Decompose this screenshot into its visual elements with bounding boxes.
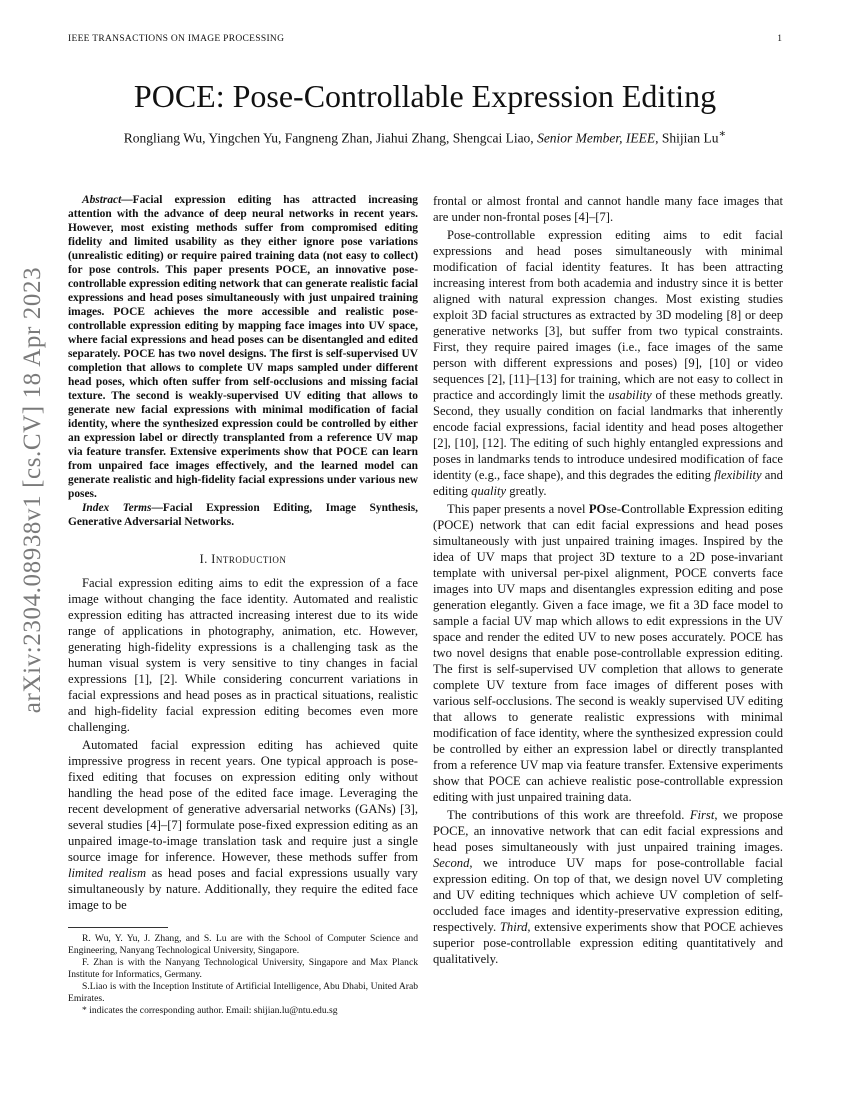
index-terms-text: —Facial Expression Editing, Image Synthesis, Generative Adversarial Networks. (68, 502, 418, 528)
rp3-b: , we propose POCE, an innovative network that can edit facial expressions and head poses simultaneously with just unpaired training images. (433, 808, 783, 854)
rp1-text-b: of these methods greatly. Second, they usually condition on facial landmarks that inherently encode facial expressions, facial identity and head poses altogether [2], [10], [12]. The editing of such highly entangled expressions and poses in landmarks tends to introduce undesired modification of face identity (e.g., face shape), and this degrades the editing (433, 388, 783, 482)
rp2-t2: ontrollable (630, 502, 689, 516)
rp1-text-c: and editing (433, 468, 783, 498)
author-last: , Shijian Lu (655, 130, 719, 146)
intro-paragraph-1: Facial expression editing aims to edit the expression of a face image without changing the face identity. Automated and realistic expression editing has attracted increasing interest due to its wide range of applications in photography, animation, etc. However, generating high-fidelity expressions is a challenging task as the human visual system is very sensitive to tiny changes in facial expressions [1], [2]. While considering concurrent variations in facial expressions and head poses as in practical situations, realistic and high-fidelity facial expression editing becomes even more challenging. (68, 576, 418, 734)
author-list (55, 127, 795, 147)
footnote-corresponding: * indicates the corresponding author. Email: shijian.lu@ntu.edu.sg (82, 1005, 338, 1016)
page-number: 1 (777, 34, 782, 44)
rp2-bold-e: E (688, 502, 697, 516)
arxiv-stamp (8, 266, 58, 714)
rp3-c: , we introduce UV maps for pose-controllable facial expression editing. On top of that, we design novel UV completing and UV editing techniques which achieve UV completion of self-occluded face images and identity-preservative expression editing, respectively. (433, 856, 783, 934)
rp2-bold-c: C (621, 502, 631, 516)
footnote-affiliation-3: S.Liao is with the Inception Institute of Artificial Intelligence, Abu Dhabi, United Arab Emirates. (68, 981, 418, 1004)
footnote-rule (68, 927, 168, 928)
arxiv-stamp-text: arXiv:2304.08938v1 [cs.CV] 18 Apr 2023 (19, 266, 46, 714)
right-paragraph-pose-controllable (433, 227, 783, 499)
abstract-text: —Facial expression editing has attracted increasing attention with the advance of deep neural networks in recent years. However, most existing methods suffer from compromised editing fidelity and limited usability as they either ignore pose variations (unrealistic editing) or require paired training data (not easy to collect) for pose controls. This paper presents POCE, an innovative pose-controllable expression editing network that can generate realistic facial expressions and head poses simultaneously with just unpaired training images. POCE achieves the more accessible and realistic pose-controllable expression editing by mapping face images into UV space, where facial expressions and head poses can be disentangled and edited separately. POCE has two novel designs. The first is self-supervised UV completion that allows to complete UV maps sampled under different head poses, which often suffer from self-occlusions and missing facial texture. The second is weakly-supervised UV editing that allows to generate new facial expressions with minimal modification of facial identity, where the synthesized expression could be controlled by either an expression label or directly transplanted from a reference UV map via feature transfer. Extensive experiments show that POCE can learn from unpaired face images effectively, and the learned model can generate realistic and high-fidelity facial expressions under various new poses. (68, 194, 418, 500)
rp3-d: , extensive experiments show that POCE achieves superior pose-controllable expression editing quantitatively and qualitatively. (433, 920, 783, 966)
corresponding-mark: ∗ (718, 128, 727, 140)
index-terms-label: Index Terms (82, 502, 152, 514)
rp3-third: Third (499, 920, 528, 934)
rp2-t3: xpression editing (POCE) network that can edit facial expressions and head poses simultaneously with just unpaired training images. Inspired by the idea of UV maps that project 3D texture to a 2D pose-invariant template with universal per-pixel alignment, POCE converts face images into UV maps and disentangles expression editing and pose generation elegantly. Given a face image, we fit a 3D face model to sample a facial UV map which allows to edit expressions in the UV space and render the edited UV to new poses accurately. POCE has two novel designs that enable pose-controllable expression editing. The first is self-supervised UV completion that allows to generate complete UV texture from face images of different poses with various self-occlusions. The second is weakly supervised UV editing that allows to generate realistic expressions with minimal modification of face identity, where the synthesized expression could be controlled by either an expression label or directly transplanted from a reference UV map via feature transfer. Extensive experiments show that POCE can achieve realistic pose-controllable expression editing with just unpaired training data. (433, 502, 783, 804)
rp3-first: First (689, 808, 715, 822)
right-paragraph-poce (433, 501, 783, 805)
running-head: IEEE TRANSACTIONS ON IMAGE PROCESSING (68, 34, 285, 44)
rp1-emphasis-quality: quality (471, 484, 507, 498)
author-senior-title: Senior Member, IEEE (537, 130, 656, 146)
index-terms (68, 501, 418, 529)
footnote-affiliation-2: F. Zhan is with the Nanyang Technological University, Singapore and Max Planck Institute for Informatics, Germany. (68, 957, 418, 980)
intro-p2-emphasis: limited realism (68, 866, 147, 880)
right-column (433, 193, 783, 967)
section-heading-introduction: I. Introduction (199, 552, 287, 566)
rp2-pre: This paper presents a novel (447, 502, 589, 516)
footnote-affiliation-1: R. Wu, Y. Yu, J. Zhang, and S. Lu are with the School of Computer Science and Engineering, Nanyang Technological University, Singapore. (68, 933, 418, 956)
rp1-emphasis-usability: usability (608, 388, 652, 402)
right-paragraph-continued: frontal or almost frontal and cannot handle many face images that are under non-frontal poses [4]–[7]. (433, 194, 783, 224)
right-paragraph-contributions (433, 807, 783, 967)
intro-p2-text-b: as head poses and facial expressions usually vary simultaneously by nature. Additionally, they require the edited face image to be (68, 866, 418, 912)
paper-title: POCE: Pose-Controllable Expression Editing (133, 78, 717, 114)
abstract-label: Abstract (82, 194, 122, 206)
author-names: Rongliang Wu, Yingchen Yu, Fangneng Zhan, Jiahui Zhang, Shengcai Liao, (123, 130, 538, 146)
abstract (68, 193, 418, 501)
rp1-text-a: Pose-controllable expression editing aims to edit facial expressions and head poses simultaneously with minimal modification of facial identity features. It has been attracting increasing interest from both academia and industry since it is better aligned with natural expression changes. Most existing studies exploit 3D facial structures as extracted by 3D modeling [8] or deep generative networks [3], but suffer from two typical constraints. First, they require paired images (i.e., face images of the same person with different expressions and poses) [9], [10] or video sequences [2], [11]–[13] for training, which are not easy to collect in practice and accordingly limit the (433, 228, 783, 402)
rp2-t1: se- (606, 502, 622, 516)
rp1-text-d: greatly. (506, 484, 547, 498)
left-column (68, 193, 418, 1017)
rp1-emphasis-flexibility: flexibility (714, 468, 762, 482)
rp3-second: Second (433, 856, 470, 870)
rp2-bold-po: PO (588, 502, 607, 516)
rp3-a: The contributions of this work are threefold. (447, 808, 690, 822)
intro-paragraph-2 (68, 737, 418, 913)
intro-p2-text-a: Automated facial expression editing has achieved quite impressive progress in recent years. One typical approach is pose-fixed editing that focuses on expression editing only without handling the head pose of the edited face image. Leveraging the recent development of generative adversarial networks (GANs) [3], several studies [4]–[7] formulate pose-fixed expression editing as an unpaired image-to-image translation task and require just a single source image for inference. However, these methods suffer from (68, 738, 418, 864)
